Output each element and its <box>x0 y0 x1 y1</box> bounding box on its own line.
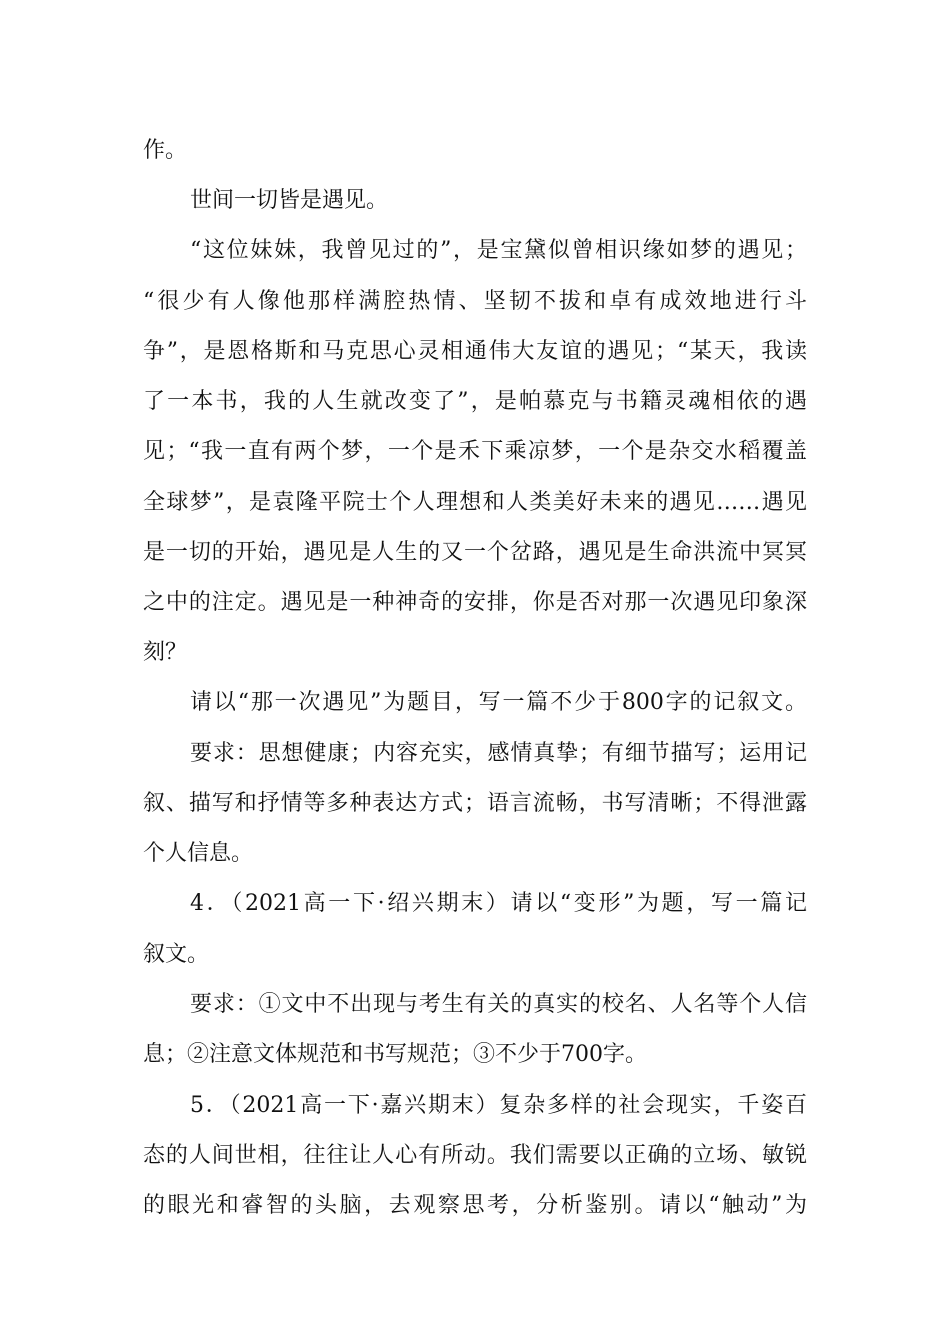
text-line: 息；②注意文体规范和书写规范；③不少于700字。 <box>143 1042 647 1067</box>
text-line: 是一切的开始，遇见是人生的又一个岔路，遇见是生命洪流中冥冥 <box>143 540 807 565</box>
text-line: 请以“那一次遇见”为题目，写一篇不少于800字的记叙文。 <box>190 690 807 715</box>
text-line: “这位妹妹，我曾见过的”，是宝黛似曾相识缘如梦的遇见； <box>190 238 807 263</box>
text-line: 刻？ <box>143 640 188 665</box>
text-line: 态的人间世相，往往让人心有所动。我们需要以正确的立场、敏锐 <box>143 1143 807 1168</box>
text-line: 的眼光和睿智的头脑，去观察思考，分析鉴别。请以“触动”为 <box>143 1193 807 1218</box>
text-line: 5．（2021高一下·嘉兴期末）复杂多样的社会现实，千姿百 <box>190 1093 807 1118</box>
text-line: 叙文。 <box>143 942 210 967</box>
text-line: 要求：①文中不出现与考生有关的真实的校名、人名等个人信 <box>190 992 807 1017</box>
text-line: 要求：思想健康；内容充实，感情真挚；有细节描写；运用记 <box>190 741 807 766</box>
text-line: 4．（2021高一下·绍兴期末）请以“变形”为题，写一篇记 <box>190 891 807 916</box>
text-line: 之中的注定。遇见是一种神奇的安排，你是否对那一次遇见印象深 <box>143 590 807 615</box>
text-line: 全球梦”，是袁隆平院士个人理想和人类美好未来的遇见……遇见 <box>143 490 807 515</box>
text-line: 叙、描写和抒情等多种表达方式；语言流畅，书写清晰；不得泄露 <box>143 791 807 816</box>
text-line: 了一本书，我的人生就改变了”，是帕慕克与书籍灵魂相依的遇 <box>143 389 807 414</box>
text-line: “很少有人像他那样满腔热情、坚韧不拔和卓有成效地进行斗 <box>143 289 807 314</box>
text-line: 争”，是恩格斯和马克思心灵相通伟大友谊的遇见；“某天，我读 <box>143 339 807 364</box>
text-line: 作。 <box>143 138 188 163</box>
text-line: 个人信息。 <box>143 841 254 866</box>
text-line: 见；“我一直有两个梦，一个是禾下乘凉梦，一个是杂交水稻覆盖 <box>143 439 807 464</box>
text-line: 世间一切皆是遇见。 <box>190 188 389 213</box>
